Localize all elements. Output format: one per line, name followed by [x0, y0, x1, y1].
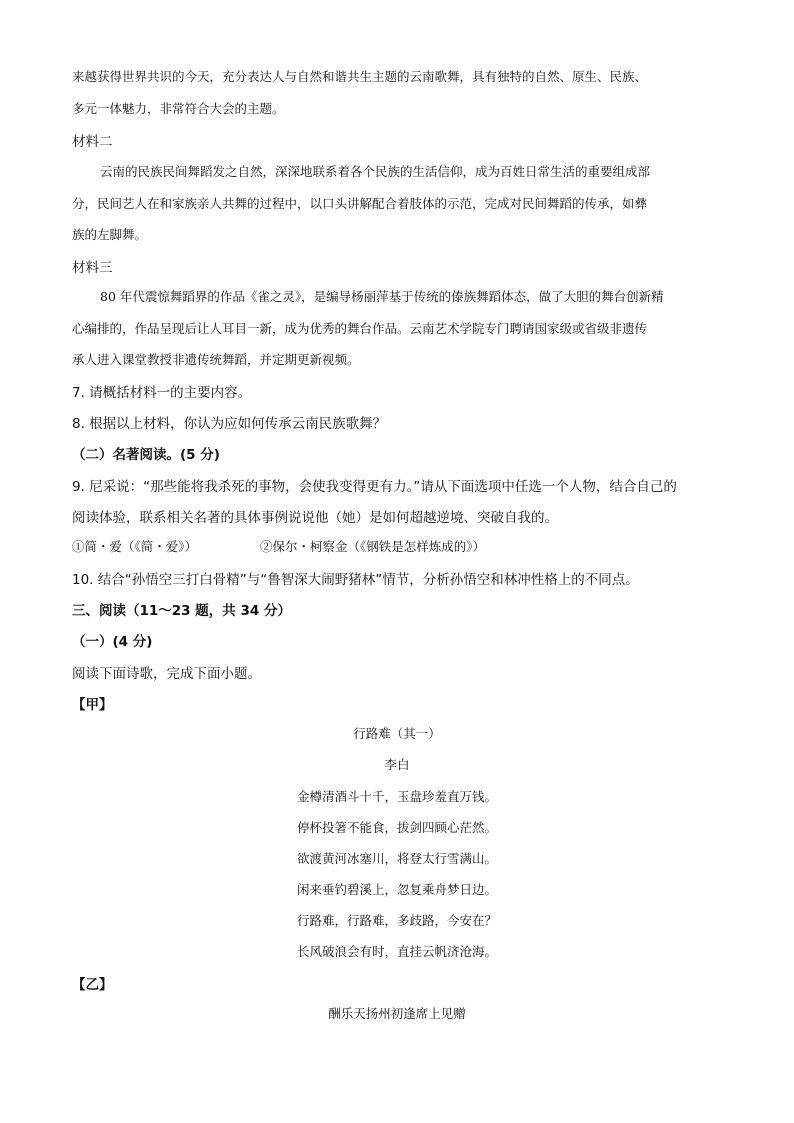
part-3-heading: 三、阅读（11～23 题，共 34 分）	[72, 603, 291, 619]
poem-title: 行路难（其一）	[353, 726, 441, 741]
material2-line: 云南的民族民间舞蹈发之自然，深深地联系着各个民族的生活信仰，成为百姓日常生活的重要组成部	[100, 164, 651, 179]
option-pavel-korchagin: ②保尔・柯察金（《钢铁是怎样炼成的》）	[260, 539, 486, 554]
material2-heading: 材料二	[72, 134, 113, 150]
poem-line: 停杯投箸不能食，拔剑四顾心茫然。	[296, 820, 497, 835]
material3-line: 80 年代震惊舞蹈界的作品《雀之灵》，是编导杨丽萍基于传统的傣族舞蹈体态，做了大胆的舞台创新精	[100, 289, 664, 304]
poem-line: 欲渡黄河冰塞川，将登太行雪满山。	[296, 851, 497, 866]
poem-line: 金樽清酒斗十千，玉盘珍羞直万钱。	[296, 789, 497, 804]
label-jia: 【甲】	[72, 697, 113, 713]
question-9-options	[72, 537, 722, 555]
part-3-subsection-heading: （一）(4 分)	[72, 634, 153, 650]
reading-instruction: 阅读下面诗歌，完成下面小题。	[72, 666, 261, 682]
option-jane-eyre: ①简・爱（《简・爱》）	[72, 539, 198, 554]
label-yi: 【乙】	[72, 977, 113, 993]
poem-line: 长风破浪会有时，直挂云帆济沧海。	[296, 944, 497, 959]
material3-line: 承人进入课堂教授非遗传统舞蹈，并定期更新视频。	[72, 352, 360, 367]
material1-line: 来越获得世界共识的今天，充分表达人与自然和谐共生主题的云南歌舞，具有独特的自然、原生、民族、	[72, 69, 648, 84]
question-8: 8. 根据以上材料，你认为应如何传承云南民族歌舞？	[72, 416, 387, 432]
material1-line: 多元一体魅力，非常符合大会的主题。	[72, 101, 285, 116]
material2-line: 分，民间艺人在和家族亲人共舞的过程中，以口头讲解配合着肢体的示范，完成对民间舞蹈的传承，如彝	[72, 196, 648, 211]
question-9-line: 9. 尼采说：“那些能将我杀死的事物，会使我变得更有力。”请从下面选项中任选一个人物，结合自己的	[72, 479, 677, 495]
poem-2-title: 酬乐天扬州初逢席上见赠	[328, 1006, 466, 1021]
material3-line: 心编排的，作品呈现后让人耳目一新，成为优秀的舞台作品。云南艺术学院专门聘请国家级或省级非遗传	[72, 321, 648, 336]
section-2-heading: （二）名著阅读。(5 分)	[72, 447, 220, 463]
question-9-line: 阅读体验，联系相关名著的具体事例说说他（她）是如何超越逆境、突破自我的。	[72, 510, 558, 526]
material2-line: 族的左脚舞。	[72, 227, 148, 242]
material3-heading: 材料三	[72, 260, 113, 276]
poem-author: 李白	[384, 757, 410, 772]
question-10: 10. 结合“孙悟空三打白骨精”与“鲁智深大闹野猪林”情节，分析孙悟空和林冲性格上的不同点。	[72, 572, 639, 588]
poem-line: 闲来垂钓碧溪上，忽复乘舟梦日边。	[296, 882, 497, 897]
poem-line: 行路难，行路难，多歧路，今安在？	[296, 913, 497, 928]
question-7: 7. 请概括材料一的主要内容。	[72, 385, 252, 401]
